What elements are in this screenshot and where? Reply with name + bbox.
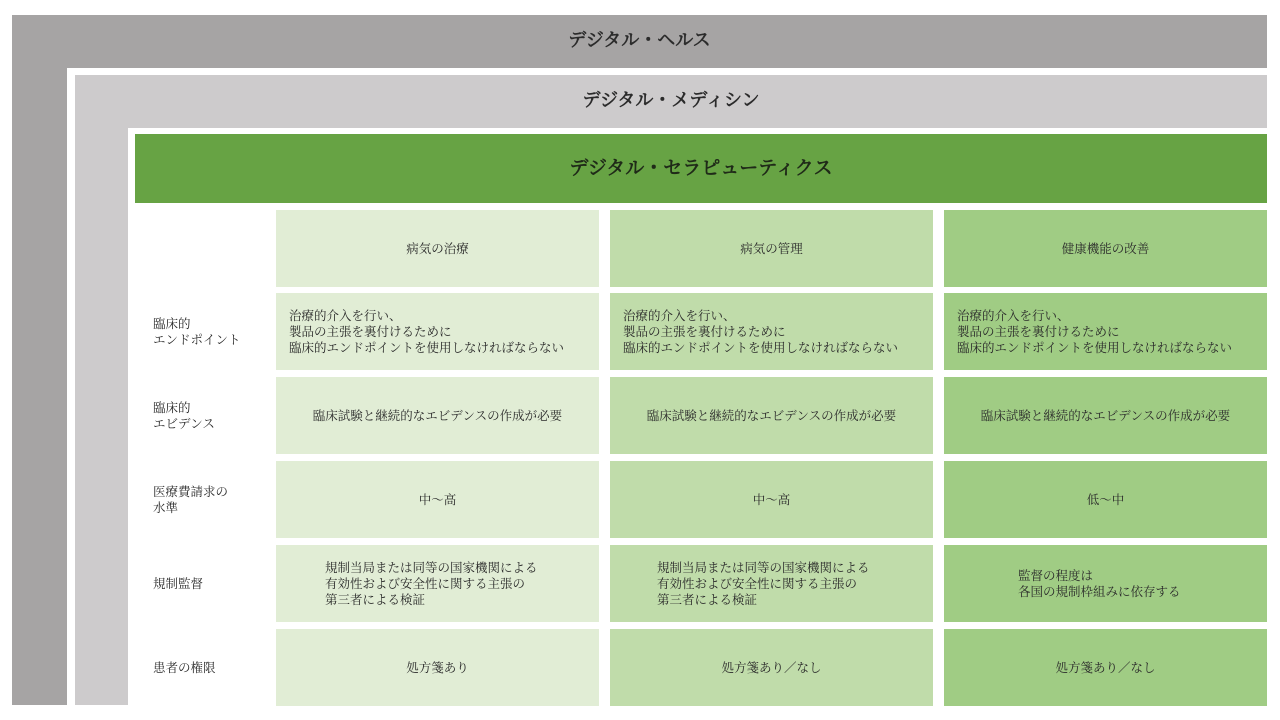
table-cell: 中〜高	[276, 461, 599, 538]
table-cell: 中〜高	[610, 461, 933, 538]
row-label-patient-access: 患者の権限	[153, 659, 216, 675]
column-header-management: 病気の管理	[610, 210, 933, 287]
table-cell: 低〜中	[944, 461, 1267, 538]
table-cell: 規制当局または同等の国家機関による 有効性および安全性に関する主張の 第三者による検証	[610, 545, 933, 622]
digital-therapeutics-title: デジタル・セラピューティクス	[569, 157, 833, 179]
table-cell: 臨床試験と継続的なエビデンスの作成が必要	[276, 377, 599, 454]
table-cell: 処方箋あり／なし	[610, 629, 933, 706]
table-cell: 治療的介入を行い、 製品の主張を裏付けるために 臨床的エンドポイントを使用しなければならない	[610, 293, 933, 370]
table-cell: 治療的介入を行い、 製品の主張を裏付けるために 臨床的エンドポイントを使用しなければならない	[276, 293, 599, 370]
table-cell: 監督の程度は 各国の規制枠組みに依存する	[944, 545, 1267, 622]
column-header-treatment: 病気の治療	[276, 210, 599, 287]
digital-medicine-title: デジタル・メディシン	[582, 90, 760, 111]
digital-therapeutics-header	[135, 134, 1267, 203]
digital-health-title: デジタル・ヘルス	[568, 30, 711, 51]
row-label-reimbursement-level: 医療費請求の 水準	[153, 483, 229, 515]
table-cell: 処方箋あり／なし	[944, 629, 1267, 706]
table-cell: 処方箋あり	[276, 629, 599, 706]
row-label-clinical-endpoint: 臨床的 エンドポイント	[153, 315, 241, 347]
table-cell: 臨床試験と継続的なエビデンスの作成が必要	[944, 377, 1267, 454]
table-cell: 治療的介入を行い、 製品の主張を裏付けるために 臨床的エンドポイントを使用しなければならない	[944, 293, 1267, 370]
table-cell: 規制当局または同等の国家機関による 有効性および安全性に関する主張の 第三者による検証	[276, 545, 599, 622]
column-header-improvement: 健康機能の改善	[944, 210, 1267, 287]
row-label-regulatory-oversight: 規制監督	[153, 575, 204, 591]
row-label-clinical-evidence: 臨床的 エビデンス	[153, 399, 215, 431]
table-cell: 臨床試験と継続的なエビデンスの作成が必要	[610, 377, 933, 454]
